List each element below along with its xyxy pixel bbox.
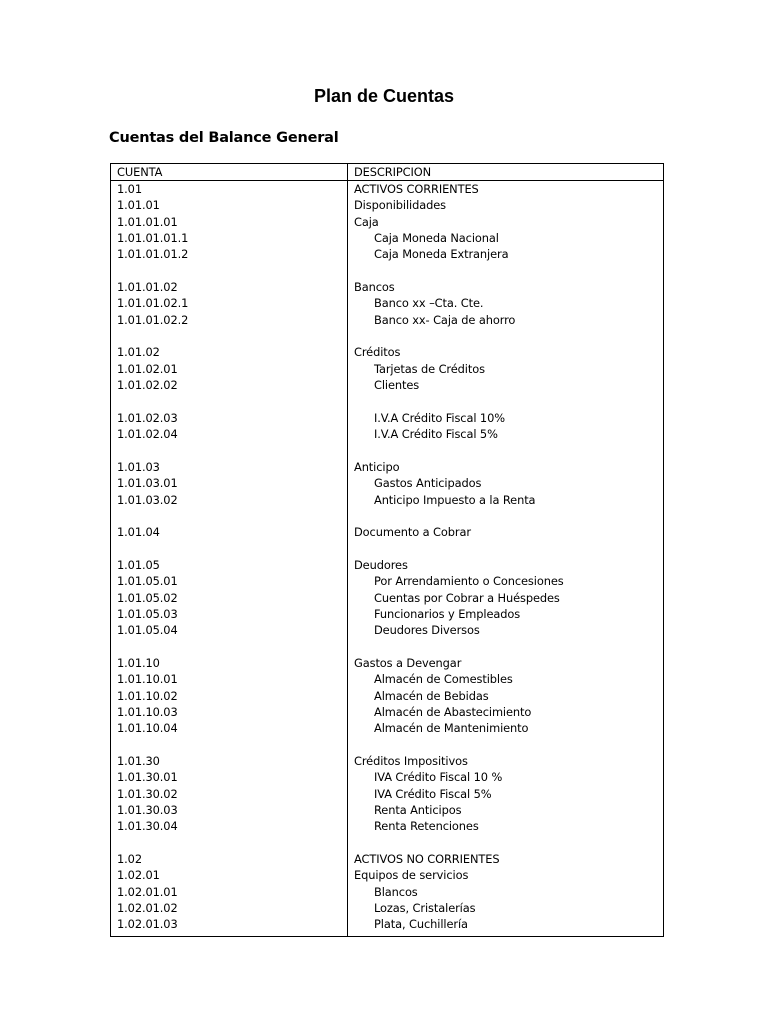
table-row (111, 900, 663, 916)
account-code: 1.01.10.02 (117, 688, 178, 703)
account-description: Gastos a Devengar (354, 655, 462, 670)
column-header-descripcion: DESCRIPCION (354, 165, 431, 179)
table-row (111, 655, 663, 671)
account-description: Renta Retenciones (374, 819, 479, 834)
account-code: 1.01.30.03 (117, 803, 178, 818)
account-code: 1.01.02.01 (117, 361, 178, 376)
account-description: Plata, Cuchillería (374, 917, 468, 932)
account-description: Lozas, Cristalerías (374, 901, 476, 916)
account-code: 1.02.01.02 (117, 901, 178, 916)
table-row (111, 622, 663, 638)
account-description: Anticipo Impuesto a la Renta (374, 492, 536, 507)
account-description: Blancos (374, 884, 418, 899)
account-code: 1.01.10 (117, 655, 160, 670)
table-row (111, 181, 663, 197)
account-description: Almacén de Comestibles (374, 672, 513, 687)
account-code: 1.01.05 (117, 557, 160, 572)
account-code: 1.01.10.03 (117, 705, 178, 719)
table-row (111, 279, 663, 295)
table-row (111, 312, 663, 328)
table-row (111, 295, 663, 311)
account-code: 1.01.05.01 (117, 574, 178, 589)
account-description: Almacén de Mantenimiento (374, 721, 529, 736)
account-description: Equipos de servicios (354, 868, 469, 883)
table-row-spacer (111, 328, 663, 344)
table-row (111, 916, 663, 932)
account-description: Documento a Cobrar (354, 525, 471, 540)
account-code: 1.01.01.01.1 (117, 231, 189, 246)
account-code: 1.01.05.03 (117, 606, 178, 621)
table-row (111, 246, 663, 262)
account-code: 1.01 (117, 182, 142, 196)
table-row (111, 590, 663, 606)
account-description: Créditos Impositivos (354, 754, 468, 769)
table-row-spacer (111, 508, 663, 524)
table-row-spacer (111, 443, 663, 459)
account-code: 1.01.30 (117, 754, 160, 769)
account-description: Caja (354, 214, 379, 229)
table-row (111, 492, 663, 508)
table-row (111, 475, 663, 491)
table-row (111, 573, 663, 589)
account-code: 1.01.30.04 (117, 819, 178, 834)
account-code: 1.01.30.02 (117, 786, 178, 801)
account-code: 1.01.02.03 (117, 410, 178, 425)
table-body (111, 181, 663, 936)
table-row (111, 851, 663, 867)
account-description: Créditos (354, 345, 401, 360)
table-row (111, 671, 663, 687)
table-row (111, 704, 663, 720)
account-code: 1.01.03 (117, 459, 160, 474)
table-row (111, 557, 663, 573)
account-code: 1.01.01.01 (117, 214, 178, 229)
table-row (111, 720, 663, 736)
table-row (111, 524, 663, 540)
account-code: 1.01.02 (117, 345, 160, 360)
table-row (111, 753, 663, 769)
account-description: Disponibilidades (354, 198, 446, 213)
account-description: Deudores Diversos (374, 623, 480, 638)
account-code: 1.01.01 (117, 198, 160, 213)
account-description: I.V.A Crédito Fiscal 5% (374, 427, 498, 442)
table-row (111, 818, 663, 834)
table-row-spacer (111, 263, 663, 279)
table-header (111, 164, 663, 181)
table-row-spacer (111, 835, 663, 851)
accounts-table (110, 163, 664, 937)
table-row (111, 426, 663, 442)
account-description: Clientes (374, 378, 420, 393)
account-code: 1.02.01 (117, 868, 160, 883)
account-code: 1.01.10.01 (117, 672, 178, 687)
table-row (111, 214, 663, 230)
account-description: Bancos (354, 280, 395, 295)
account-code: 1.02 (117, 852, 142, 867)
account-code: 1.01.03.02 (117, 492, 178, 507)
table-row (111, 230, 663, 246)
account-description: Cuentas por Cobrar a Huéspedes (374, 590, 560, 605)
column-divider (347, 181, 348, 936)
table-row (111, 769, 663, 785)
table-row (111, 197, 663, 213)
account-code: 1.01.01.02.2 (117, 312, 189, 327)
account-description: Renta Anticipos (374, 803, 462, 818)
table-row (111, 867, 663, 883)
account-description: Caja Moneda Extranjera (374, 247, 509, 262)
table-row (111, 377, 663, 393)
account-description: Deudores (354, 557, 408, 572)
account-description: Banco xx –Cta. Cte. (374, 296, 484, 311)
account-code: 1.01.03.01 (117, 476, 178, 491)
table-row (111, 688, 663, 704)
account-code: 1.01.10.04 (117, 721, 178, 736)
account-description: ACTIVOS CORRIENTES (354, 182, 479, 196)
table-row (111, 344, 663, 360)
account-code: 1.01.05.02 (117, 590, 178, 605)
table-row (111, 410, 663, 426)
column-header-cuenta: CUENTA (111, 164, 348, 180)
account-code: 1.01.04 (117, 525, 160, 540)
account-description: Almacén de Abastecimiento (374, 705, 532, 719)
account-description: Banco xx- Caja de ahorro (374, 312, 516, 327)
account-description: IVA Crédito Fiscal 5% (374, 786, 492, 801)
section-heading: Cuentas del Balance General (109, 130, 339, 146)
account-code: 1.01.02.04 (117, 427, 178, 442)
table-row (111, 786, 663, 802)
account-code: 1.01.01.02.1 (117, 296, 189, 311)
table-row (111, 361, 663, 377)
account-code: 1.02.01.01 (117, 884, 178, 899)
table-row-spacer (111, 639, 663, 655)
account-description: ACTIVOS NO CORRIENTES (354, 852, 500, 867)
account-description: Funcionarios y Empleados (374, 606, 521, 621)
table-row (111, 802, 663, 818)
account-description: IVA Crédito Fiscal 10 % (374, 770, 503, 785)
page-title: Plan de Cuentas (313, 86, 455, 106)
table-row (111, 884, 663, 900)
account-code: 1.01.05.04 (117, 623, 178, 638)
account-code: 1.02.01.03 (117, 917, 178, 932)
account-description: Almacén de Bebidas (374, 688, 489, 703)
account-description: Tarjetas de Créditos (374, 361, 485, 376)
account-description: Caja Moneda Nacional (374, 231, 499, 246)
table-rows (111, 181, 663, 936)
account-description: Anticipo (354, 459, 400, 474)
account-description: I.V.A Crédito Fiscal 10% (374, 410, 505, 425)
account-code: 1.01.01.02 (117, 280, 178, 295)
account-code: 1.01.02.02 (117, 378, 178, 393)
table-row (111, 459, 663, 475)
account-description: Gastos Anticipados (374, 476, 482, 491)
table-row-spacer (111, 541, 663, 557)
account-description: Por Arrendamiento o Concesiones (374, 574, 564, 589)
table-row (111, 606, 663, 622)
account-code: 1.01.01.01.2 (117, 247, 189, 262)
table-row-spacer (111, 393, 663, 409)
account-code: 1.01.30.01 (117, 770, 178, 785)
table-row-spacer (111, 737, 663, 753)
